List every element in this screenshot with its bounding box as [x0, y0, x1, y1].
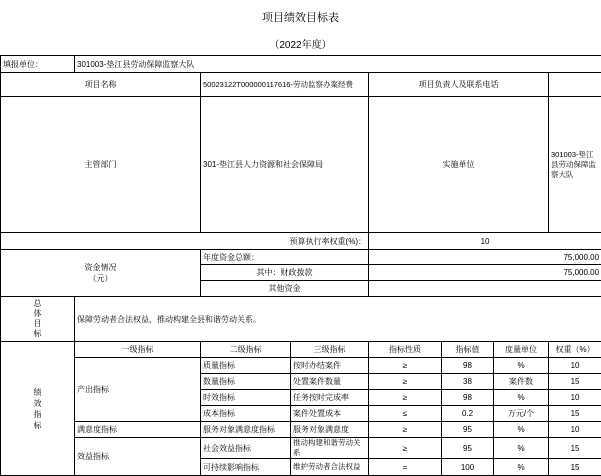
row-lvl3: 推动构建和谐劳动关系: [291, 438, 369, 459]
row-lvl2: 社会效益指标: [201, 438, 291, 459]
project-contact-label: 项目负责人及联系电话: [369, 73, 549, 97]
header-value: 指标值: [442, 342, 494, 358]
header-nature: 指标性质: [369, 342, 442, 358]
row-weight: 10: [549, 358, 601, 374]
project-name-value: 50023122T000000117616-劳动监察办案经费: [201, 73, 369, 97]
row-lvl3: 按时办结案件: [291, 358, 369, 374]
row-nature: ≥: [369, 422, 442, 438]
row-weight: 10: [549, 390, 601, 406]
row-lvl2: 时效指标: [201, 390, 291, 406]
unit-label: 填报单位：: [1, 56, 75, 73]
row-unit: %: [494, 422, 549, 438]
row-lvl2: 质量指标: [201, 358, 291, 374]
row-lvl3: 案件处置成本: [291, 406, 369, 422]
row-lvl2: 数量指标: [201, 374, 291, 390]
row-value: 38: [442, 374, 494, 390]
row-lvl3: 服务对象满意度: [291, 422, 369, 438]
row-value: 98: [442, 390, 494, 406]
row-nature: =: [369, 459, 442, 476]
funds-fiscal-label: 其中：财政拨款: [201, 265, 369, 281]
row-lvl1: 满意度指标: [75, 422, 201, 438]
row-nature: ≥: [369, 358, 442, 374]
row-weight: 15: [549, 374, 601, 390]
impl-value: 301003-垫江县劳动保障监察大队: [549, 97, 601, 233]
funds-fiscal-value: 75,000.00: [369, 265, 601, 281]
row-lvl1: 效益指标: [75, 438, 201, 476]
row-nature: ≥: [369, 438, 442, 459]
funds-label: 资金情况 （元）: [1, 250, 201, 297]
header-unit: 度量单位: [494, 342, 549, 358]
row-value: 100: [442, 459, 494, 476]
goal-label: 总体目标: [1, 297, 75, 342]
dept-label: 主管部门: [1, 97, 201, 233]
perf-label: 绩效指标: [1, 342, 75, 476]
funds-total-value: 75,000.00: [369, 250, 601, 265]
row-unit: %: [494, 390, 549, 406]
row-unit: 案件数: [494, 374, 549, 390]
row-unit: 万元/个: [494, 406, 549, 422]
header-lvl2: 二级指标: [201, 342, 291, 358]
row-unit: %: [494, 438, 549, 459]
row-nature: ≥: [369, 374, 442, 390]
row-unit: %: [494, 358, 549, 374]
row-weight: 15: [549, 459, 601, 476]
header-lvl1: 一级指标: [75, 342, 201, 358]
row-lvl2: 服务对象满意度指标: [201, 422, 291, 438]
row-lvl3: 处置案件数量: [291, 374, 369, 390]
table-title: 项目绩效目标表: [262, 12, 339, 24]
row-weight: 15: [549, 438, 601, 459]
row-lvl3: 维护劳动者合法权益: [291, 459, 369, 476]
performance-table: [0, 55, 601, 476]
row-lvl3: 任务按时完成率: [291, 390, 369, 406]
funds-other-label: 其他资金: [201, 281, 369, 297]
dept-value: 301-垫江县人力资源和社会保障局: [201, 97, 369, 233]
row-weight: 10: [549, 422, 601, 438]
impl-label: 实施单位: [369, 97, 549, 233]
row-value: 0.2: [442, 406, 494, 422]
row-weight: 15: [549, 406, 601, 422]
row-value: 98: [442, 358, 494, 374]
row-value: 95: [442, 422, 494, 438]
row-lvl1: 产出指标: [75, 358, 201, 422]
project-contact-value: [549, 73, 601, 97]
row-lvl2: 可持续影响指标: [201, 459, 291, 476]
row-nature: ≥: [369, 390, 442, 406]
budget-weight-label: 预算执行率权重(%)：: [1, 233, 369, 250]
unit-value: 301003-垫江县劳动保障监察大队: [75, 56, 601, 73]
header-lvl3: 三级指标: [291, 342, 369, 358]
row-value: 95: [442, 438, 494, 459]
row-unit: %: [494, 459, 549, 476]
row-lvl2: 成本指标: [201, 406, 291, 422]
project-name-label: 项目名称: [1, 73, 201, 97]
funds-other-value: [369, 281, 601, 297]
table-year: （2022年度）: [269, 40, 332, 51]
header-weight: 权重（%）: [549, 342, 601, 358]
budget-weight-value: 10: [369, 233, 601, 250]
funds-total-label: 年度资金总额：: [201, 250, 369, 265]
row-nature: ≤: [369, 406, 442, 422]
goal-value: 保障劳动者合法权益，推动构建全县和谐劳动关系。: [75, 297, 601, 342]
